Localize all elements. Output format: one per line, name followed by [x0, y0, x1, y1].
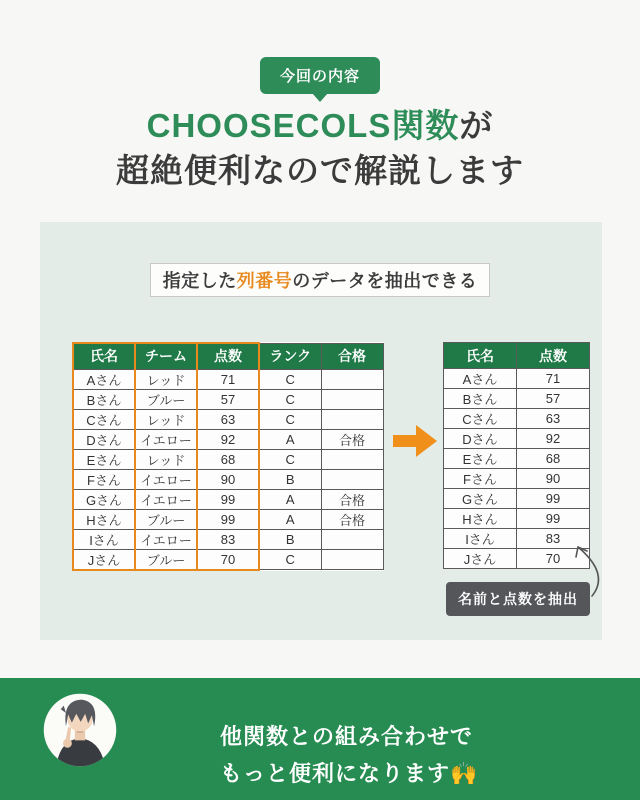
- table-cell: 90: [197, 469, 259, 489]
- table-cell: 57: [197, 389, 259, 409]
- result-table: [443, 342, 590, 569]
- column-header: ランク: [259, 343, 321, 369]
- callout-label: 名前と点数を抽出: [458, 591, 578, 607]
- table-row: [444, 429, 590, 449]
- table-cell: Gさん: [73, 489, 135, 509]
- table-cell: A: [259, 509, 321, 529]
- table-cell: 63: [517, 409, 590, 429]
- table-row: [73, 529, 383, 549]
- table-cell: A: [259, 429, 321, 449]
- table-cell: 合格: [321, 509, 383, 529]
- table-row: [73, 389, 383, 409]
- table-cell: [321, 409, 383, 429]
- table-cell: 99: [517, 489, 590, 509]
- header-row: [73, 343, 383, 369]
- table-cell: ブルー: [135, 549, 197, 570]
- table-cell: 99: [197, 489, 259, 509]
- table-cell: Iさん: [73, 529, 135, 549]
- table-cell: Cさん: [73, 409, 135, 429]
- table-cell: 70: [517, 549, 590, 569]
- table-cell: Fさん: [73, 469, 135, 489]
- table-cell: C: [259, 409, 321, 429]
- column-header: 点数: [517, 343, 590, 369]
- table-cell: 63: [197, 409, 259, 429]
- table-cell: Dさん: [73, 429, 135, 449]
- source-table-body: [73, 369, 383, 570]
- avatar-illustration: [43, 693, 117, 767]
- table-cell: A: [259, 489, 321, 509]
- table-cell: [321, 369, 383, 389]
- table-cell: イエロー: [135, 429, 197, 449]
- table-row: [73, 409, 383, 429]
- table-row: [73, 509, 383, 529]
- table-cell: 99: [517, 509, 590, 529]
- table-cell: 83: [197, 529, 259, 549]
- avatar: [43, 693, 117, 767]
- table-row: [444, 469, 590, 489]
- table-cell: Hさん: [73, 509, 135, 529]
- table-cell: Dさん: [444, 429, 517, 449]
- footer-line-2: [220, 755, 478, 792]
- table-row: [444, 409, 590, 429]
- table-cell: Aさん: [73, 369, 135, 389]
- table-cell: [321, 529, 383, 549]
- table-cell: Jさん: [444, 549, 517, 569]
- table-cell: Aさん: [444, 369, 517, 389]
- table-row: [73, 429, 383, 449]
- speech-bubble-tail: [312, 93, 328, 102]
- table-cell: 57: [517, 389, 590, 409]
- table-cell: Bさん: [73, 389, 135, 409]
- table-cell: 68: [517, 449, 590, 469]
- table-cell: [321, 449, 383, 469]
- table-row: [73, 449, 383, 469]
- table-cell: C: [259, 549, 321, 570]
- table-cell: 92: [197, 429, 259, 449]
- table-cell: ブルー: [135, 509, 197, 529]
- table-cell: 83: [517, 529, 590, 549]
- content-panel: [40, 222, 602, 640]
- table-row: [444, 509, 590, 529]
- header-row: [444, 343, 590, 369]
- table-cell: 70: [197, 549, 259, 570]
- table-cell: 71: [517, 369, 590, 389]
- raised-hands-emoji: 🙌: [450, 761, 479, 786]
- table-cell: Jさん: [73, 549, 135, 570]
- source-table: [72, 342, 384, 571]
- table-cell: Iさん: [444, 529, 517, 549]
- column-header: チーム: [135, 343, 197, 369]
- footer-bar: [0, 678, 640, 800]
- table-cell: 68: [197, 449, 259, 469]
- table-row: [444, 449, 590, 469]
- column-header: 点数: [197, 343, 259, 369]
- table-cell: Hさん: [444, 509, 517, 529]
- table-row: [73, 549, 383, 570]
- topic-badge-label: 今回の内容: [279, 68, 361, 85]
- table-cell: レッド: [135, 409, 197, 429]
- table-cell: Fさん: [444, 469, 517, 489]
- instruction-prefix: 指定した: [162, 271, 237, 291]
- table-cell: 92: [517, 429, 590, 449]
- column-header: 氏名: [444, 343, 517, 369]
- column-header: 氏名: [73, 343, 135, 369]
- table-cell: Eさん: [73, 449, 135, 469]
- table-cell: 合格: [321, 489, 383, 509]
- instruction-highlight: 列番号: [236, 271, 293, 291]
- table-cell: ブルー: [135, 389, 197, 409]
- table-cell: [321, 469, 383, 489]
- column-header: 合格: [321, 343, 383, 369]
- table-cell: C: [259, 389, 321, 409]
- table-cell: B: [259, 469, 321, 489]
- footer-line2-text: もっと便利になります: [220, 761, 451, 786]
- table-row: [444, 369, 590, 389]
- table-cell: C: [259, 449, 321, 469]
- title-line1-suffix: が: [459, 107, 494, 144]
- table-cell: 71: [197, 369, 259, 389]
- table-row: [73, 369, 383, 389]
- table-cell: レッド: [135, 369, 197, 389]
- title-function-name: CHOOSECOLS関数: [146, 107, 460, 144]
- table-row: [444, 489, 590, 509]
- table-cell: イエロー: [135, 469, 197, 489]
- table-cell: 99: [197, 509, 259, 529]
- footer-line-1: 他関数との組み合わせで: [220, 724, 474, 749]
- topic-badge: [260, 57, 380, 94]
- table-cell: Bさん: [444, 389, 517, 409]
- table-cell: イエロー: [135, 529, 197, 549]
- source-table-header: [73, 343, 383, 369]
- instruction-box: [150, 263, 490, 297]
- transform-arrow-icon: [392, 422, 438, 460]
- title-line-1: [0, 103, 640, 148]
- table-cell: Cさん: [444, 409, 517, 429]
- table-cell: B: [259, 529, 321, 549]
- table-cell: [321, 549, 383, 570]
- table-row: [73, 469, 383, 489]
- title-line-2: 超絶便利なので解説します: [116, 152, 524, 189]
- result-table-header: [444, 343, 590, 369]
- table-cell: 90: [517, 469, 590, 489]
- table-cell: C: [259, 369, 321, 389]
- table-cell: [321, 389, 383, 409]
- table-cell: 合格: [321, 429, 383, 449]
- table-cell: Gさん: [444, 489, 517, 509]
- footer-message: [220, 718, 478, 792]
- curved-arrow-icon: [562, 538, 612, 600]
- page-title: [0, 103, 640, 193]
- table-cell: Eさん: [444, 449, 517, 469]
- table-row: [444, 389, 590, 409]
- instruction-suffix: のデータを抽出できる: [292, 271, 478, 291]
- table-cell: レッド: [135, 449, 197, 469]
- table-cell: イエロー: [135, 489, 197, 509]
- table-row: [73, 489, 383, 509]
